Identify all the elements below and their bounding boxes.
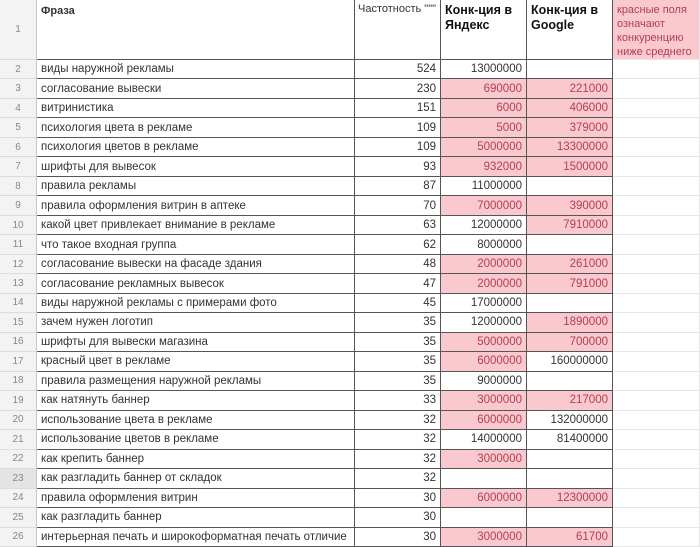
phrase-cell[interactable]: согласование рекламных вывесок [37, 274, 355, 293]
table-row [0, 196, 700, 215]
table-row [0, 177, 700, 196]
google-competition-cell[interactable]: 217000 [527, 391, 613, 410]
table-row [0, 372, 700, 391]
yandex-competition-cell[interactable]: 6000000 [441, 352, 527, 371]
google-competition-cell[interactable]: 791000 [527, 274, 613, 293]
table-row [0, 469, 700, 488]
row-number[interactable]: 7 [0, 157, 37, 176]
google-competition-cell[interactable] [527, 60, 613, 79]
phrase-cell[interactable]: правила оформления витрин в аптеке [37, 196, 355, 215]
google-competition-cell[interactable] [527, 235, 613, 254]
google-competition-cell[interactable]: 406000 [527, 99, 613, 118]
header-phrase[interactable]: Фраза [37, 0, 355, 60]
row-number[interactable]: 3 [0, 79, 37, 98]
note-cell[interactable] [613, 489, 700, 508]
row-number[interactable]: 26 [0, 528, 37, 547]
phrase-cell[interactable]: согласование вывески на фасаде здания [37, 255, 355, 274]
yandex-competition-cell[interactable]: 13000000 [441, 60, 527, 79]
header-row [0, 0, 700, 60]
yandex-competition-cell[interactable]: 3000000 [441, 450, 527, 469]
note-cell[interactable] [613, 294, 700, 313]
yandex-competition-cell[interactable]: 5000000 [441, 138, 527, 157]
phrase-cell[interactable]: виды наружной рекламы [37, 60, 355, 79]
row-number[interactable]: 24 [0, 489, 37, 508]
frequency-cell[interactable]: 32 [355, 450, 441, 469]
yandex-competition-cell[interactable]: 3000000 [441, 391, 527, 410]
yandex-competition-cell[interactable]: 6000000 [441, 489, 527, 508]
yandex-competition-cell[interactable]: 8000000 [441, 235, 527, 254]
phrase-cell[interactable]: как разгладить баннер [37, 508, 355, 527]
yandex-competition-cell[interactable]: 6000000 [441, 411, 527, 430]
note-cell[interactable] [613, 528, 700, 547]
row-number[interactable]: 12 [0, 255, 37, 274]
google-competition-cell[interactable] [527, 294, 613, 313]
frequency-cell[interactable]: 30 [355, 528, 441, 547]
note-cell[interactable] [613, 411, 700, 430]
frequency-cell[interactable]: 109 [355, 118, 441, 137]
table-row [0, 274, 700, 293]
phrase-cell[interactable]: какой цвет привлекает внимание в рекламе [37, 216, 355, 235]
note-cell[interactable] [613, 391, 700, 410]
yandex-competition-cell[interactable] [441, 469, 527, 488]
note-cell[interactable] [613, 60, 700, 79]
row-number[interactable]: 21 [0, 430, 37, 449]
row-number[interactable]: 14 [0, 294, 37, 313]
note-cell[interactable] [613, 157, 700, 176]
legend-note[interactable]: красные поля означают конкуренцию ниже среднего [613, 0, 700, 60]
google-competition-cell[interactable]: 12300000 [527, 489, 613, 508]
note-cell[interactable] [613, 99, 700, 118]
frequency-cell[interactable]: 35 [355, 372, 441, 391]
note-cell[interactable] [613, 274, 700, 293]
google-competition-cell[interactable] [527, 177, 613, 196]
note-cell[interactable] [613, 469, 700, 488]
frequency-cell[interactable]: 87 [355, 177, 441, 196]
row-number[interactable]: 10 [0, 216, 37, 235]
phrase-cell[interactable]: правила рекламы [37, 177, 355, 196]
yandex-competition-cell[interactable]: 14000000 [441, 430, 527, 449]
header-yandex-competition[interactable]: Конк-ция в Яндекс [441, 0, 527, 60]
google-competition-cell[interactable] [527, 508, 613, 527]
frequency-cell[interactable]: 524 [355, 60, 441, 79]
note-cell[interactable] [613, 508, 700, 527]
frequency-cell[interactable]: 32 [355, 430, 441, 449]
row-number[interactable]: 13 [0, 274, 37, 293]
row-number[interactable]: 6 [0, 138, 37, 157]
yandex-competition-cell[interactable]: 5000000 [441, 333, 527, 352]
phrase-cell[interactable]: правила оформления витрин [37, 489, 355, 508]
yandex-competition-cell[interactable]: 11000000 [441, 177, 527, 196]
frequency-cell[interactable]: 93 [355, 157, 441, 176]
frequency-cell[interactable]: 47 [355, 274, 441, 293]
phrase-cell[interactable]: шрифты для вывески магазина [37, 333, 355, 352]
header-google-competition[interactable]: Конк-ция в Google [527, 0, 613, 60]
note-cell[interactable] [613, 255, 700, 274]
frequency-cell[interactable]: 35 [355, 352, 441, 371]
google-competition-cell[interactable]: 221000 [527, 79, 613, 98]
google-competition-cell[interactable]: 700000 [527, 333, 613, 352]
note-cell[interactable] [613, 196, 700, 215]
phrase-cell[interactable]: как натянуть баннер [37, 391, 355, 410]
yandex-competition-cell[interactable]: 2000000 [441, 274, 527, 293]
table-row [0, 430, 700, 449]
phrase-cell[interactable]: интерьерная печать и широкоформатная печать отличие [37, 528, 355, 547]
google-competition-cell[interactable] [527, 372, 613, 391]
frequency-cell[interactable]: 32 [355, 469, 441, 488]
table-row [0, 489, 700, 508]
row-number[interactable]: 11 [0, 235, 37, 254]
table-row [0, 391, 700, 410]
table-row [0, 528, 700, 547]
frequency-cell[interactable]: 48 [355, 255, 441, 274]
frequency-cell[interactable]: 30 [355, 489, 441, 508]
yandex-competition-cell[interactable] [441, 508, 527, 527]
google-competition-cell[interactable]: 1500000 [527, 157, 613, 176]
google-competition-cell[interactable]: 160000000 [527, 352, 613, 371]
note-cell[interactable] [613, 118, 700, 137]
phrase-cell[interactable]: согласование вывески [37, 79, 355, 98]
google-competition-cell[interactable]: 1890000 [527, 313, 613, 332]
frequency-cell[interactable]: 151 [355, 99, 441, 118]
note-cell[interactable] [613, 352, 700, 371]
table-row [0, 157, 700, 176]
yandex-competition-cell[interactable]: 9000000 [441, 372, 527, 391]
yandex-competition-cell[interactable]: 12000000 [441, 313, 527, 332]
note-cell[interactable] [613, 450, 700, 469]
note-cell[interactable] [613, 372, 700, 391]
phrase-cell[interactable]: виды наружной рекламы с примерами фото [37, 294, 355, 313]
frequency-cell[interactable]: 30 [355, 508, 441, 527]
phrase-cell[interactable]: шрифты для вывесок [37, 157, 355, 176]
google-competition-cell[interactable]: 390000 [527, 196, 613, 215]
row-number[interactable]: 20 [0, 411, 37, 430]
frequency-cell[interactable]: 45 [355, 294, 441, 313]
table-row [0, 216, 700, 235]
yandex-competition-cell[interactable]: 7000000 [441, 196, 527, 215]
row-number[interactable]: 17 [0, 352, 37, 371]
frequency-cell[interactable]: 32 [355, 411, 441, 430]
yandex-competition-cell[interactable]: 690000 [441, 79, 527, 98]
table-row [0, 294, 700, 313]
google-competition-cell[interactable]: 61700 [527, 528, 613, 547]
note-cell[interactable] [613, 138, 700, 157]
frequency-cell[interactable]: 62 [355, 235, 441, 254]
frequency-cell[interactable]: 70 [355, 196, 441, 215]
google-competition-cell[interactable] [527, 469, 613, 488]
row-number-1[interactable]: 1 [0, 0, 37, 60]
table-row [0, 99, 700, 118]
phrase-cell[interactable]: психология цветов в рекламе [37, 138, 355, 157]
phrase-cell[interactable]: как крепить баннер [37, 450, 355, 469]
row-number[interactable]: 2 [0, 60, 37, 79]
row-number[interactable]: 4 [0, 99, 37, 118]
note-cell[interactable] [613, 313, 700, 332]
google-competition-cell[interactable]: 379000 [527, 118, 613, 137]
phrase-cell[interactable]: использование цвета в рекламе [37, 411, 355, 430]
table-row [0, 450, 700, 469]
note-cell[interactable] [613, 79, 700, 98]
note-cell[interactable] [613, 430, 700, 449]
row-number[interactable]: 15 [0, 313, 37, 332]
row-number[interactable]: 22 [0, 450, 37, 469]
frequency-cell[interactable]: 109 [355, 138, 441, 157]
frequency-cell[interactable]: 63 [355, 216, 441, 235]
row-number[interactable]: 8 [0, 177, 37, 196]
row-number[interactable]: 5 [0, 118, 37, 137]
phrase-cell[interactable]: как разгладить баннер от складок [37, 469, 355, 488]
note-cell[interactable] [613, 216, 700, 235]
yandex-competition-cell[interactable]: 12000000 [441, 216, 527, 235]
row-number[interactable]: 9 [0, 196, 37, 215]
table-row [0, 411, 700, 430]
table-row [0, 508, 700, 527]
google-competition-cell[interactable] [527, 450, 613, 469]
phrase-cell[interactable]: витринистика [37, 99, 355, 118]
yandex-competition-cell[interactable]: 6000 [441, 99, 527, 118]
table-row [0, 118, 700, 137]
table-row [0, 60, 700, 79]
phrase-cell[interactable]: правила размещения наружной рекламы [37, 372, 355, 391]
row-number[interactable]: 16 [0, 333, 37, 352]
row-number[interactable]: 25 [0, 508, 37, 527]
table-row [0, 79, 700, 98]
yandex-competition-cell[interactable]: 2000000 [441, 255, 527, 274]
table-row [0, 235, 700, 254]
table-row [0, 333, 700, 352]
phrase-cell[interactable]: зачем нужен логотип [37, 313, 355, 332]
note-cell[interactable] [613, 333, 700, 352]
yandex-competition-cell[interactable]: 17000000 [441, 294, 527, 313]
phrase-cell[interactable]: психология цвета в рекламе [37, 118, 355, 137]
yandex-competition-cell[interactable]: 932000 [441, 157, 527, 176]
table-row [0, 138, 700, 157]
google-competition-cell[interactable]: 81400000 [527, 430, 613, 449]
table-row [0, 313, 700, 332]
note-cell[interactable] [613, 177, 700, 196]
google-competition-cell[interactable]: 7910000 [527, 216, 613, 235]
table-row [0, 255, 700, 274]
google-competition-cell[interactable]: 132000000 [527, 411, 613, 430]
frequency-cell[interactable]: 35 [355, 313, 441, 332]
frequency-cell[interactable]: 35 [355, 333, 441, 352]
row-number[interactable]: 23 [0, 469, 37, 488]
table-row [0, 352, 700, 371]
yandex-competition-cell[interactable]: 3000000 [441, 528, 527, 547]
frequency-cell[interactable]: 33 [355, 391, 441, 410]
phrase-cell[interactable]: красный цвет в рекламе [37, 352, 355, 371]
phrase-cell[interactable]: что такое входная группа [37, 235, 355, 254]
row-number[interactable]: 19 [0, 391, 37, 410]
google-competition-cell[interactable]: 261000 [527, 255, 613, 274]
frequency-cell[interactable]: 230 [355, 79, 441, 98]
row-number[interactable]: 18 [0, 372, 37, 391]
google-competition-cell[interactable]: 13300000 [527, 138, 613, 157]
yandex-competition-cell[interactable]: 5000 [441, 118, 527, 137]
header-frequency[interactable]: Частотность """ [355, 0, 441, 60]
note-cell[interactable] [613, 235, 700, 254]
phrase-cell[interactable]: использование цветов в рекламе [37, 430, 355, 449]
